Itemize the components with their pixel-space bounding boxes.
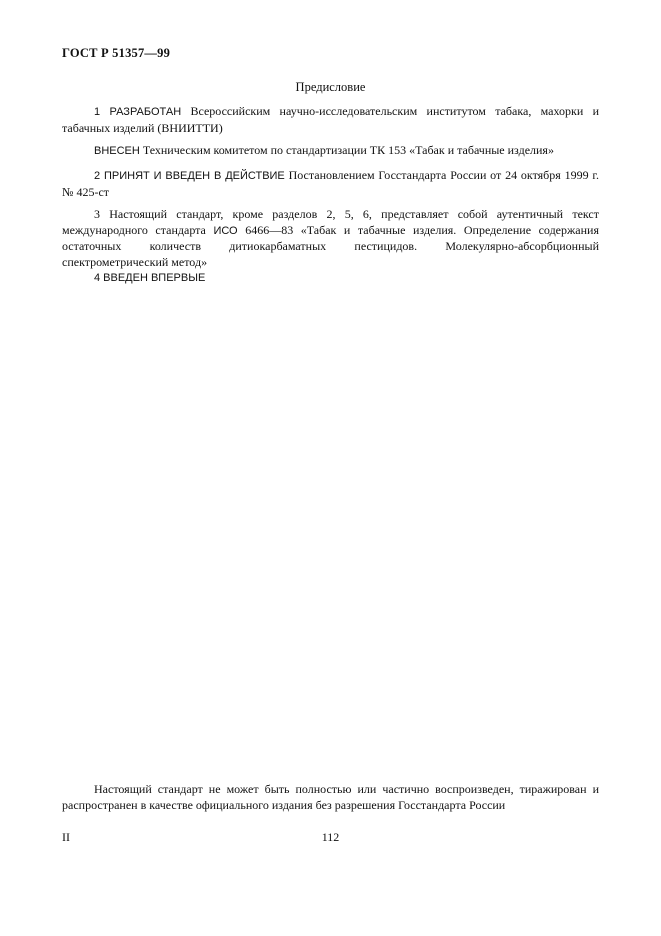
page-number: 112 [321,830,340,844]
iso-label: ИСО [213,224,238,237]
paragraph-lead: 1 РАЗРАБОТАН [94,106,182,118]
paragraph-introduced-by [62,143,599,160]
paragraph-text: Постановлением Госстандарта России от 24 октября 1999 г. № 425-ст [62,168,599,199]
paragraph-lead: 2 ПРИНЯТ И ВВЕДЕН В ДЕЙСТВИЕ [94,170,285,182]
paragraph-text: Техническим комитетом по стандартизации ТК 153 «Табак и табачные изделия» [139,143,554,157]
paragraph-adopted [62,168,599,200]
copyright-notice: Настоящий стандарт не может быть полностью или частично воспроизведен, тиражирован и распространен в качестве официального издания без разрешения Госстандарта России [62,782,599,812]
paragraph-developed-by [62,104,599,136]
paragraph-authentic-text [62,207,599,270]
standard-code: ГОСТ Р 51357—99 [62,46,171,60]
paragraph-text: 3 Настоящий стандарт, кроме разделов 2, 5, 6, представляет собой аутентичный текст международного стандарта [62,207,599,237]
paragraph-text: Всероссийским научно-исследовательским институтом табака, махорки и табачных изделий (ВНИИТТИ) [62,104,599,135]
paragraph-lead: ВНЕСЕН [94,145,140,157]
roman-page-number: II [62,830,70,844]
paragraph-first-introduced: 4 ВВЕДЕН ВПЕРВЫЕ [94,272,206,284]
page-title: Предисловие [295,80,366,94]
paragraph-text: 6466—83 «Табак и табачные изделия. Определение содержания остаточных количеств дитиокарбаматных пестицидов. Молекулярно-абсорбционный спектрометрический метод» [62,222,599,269]
